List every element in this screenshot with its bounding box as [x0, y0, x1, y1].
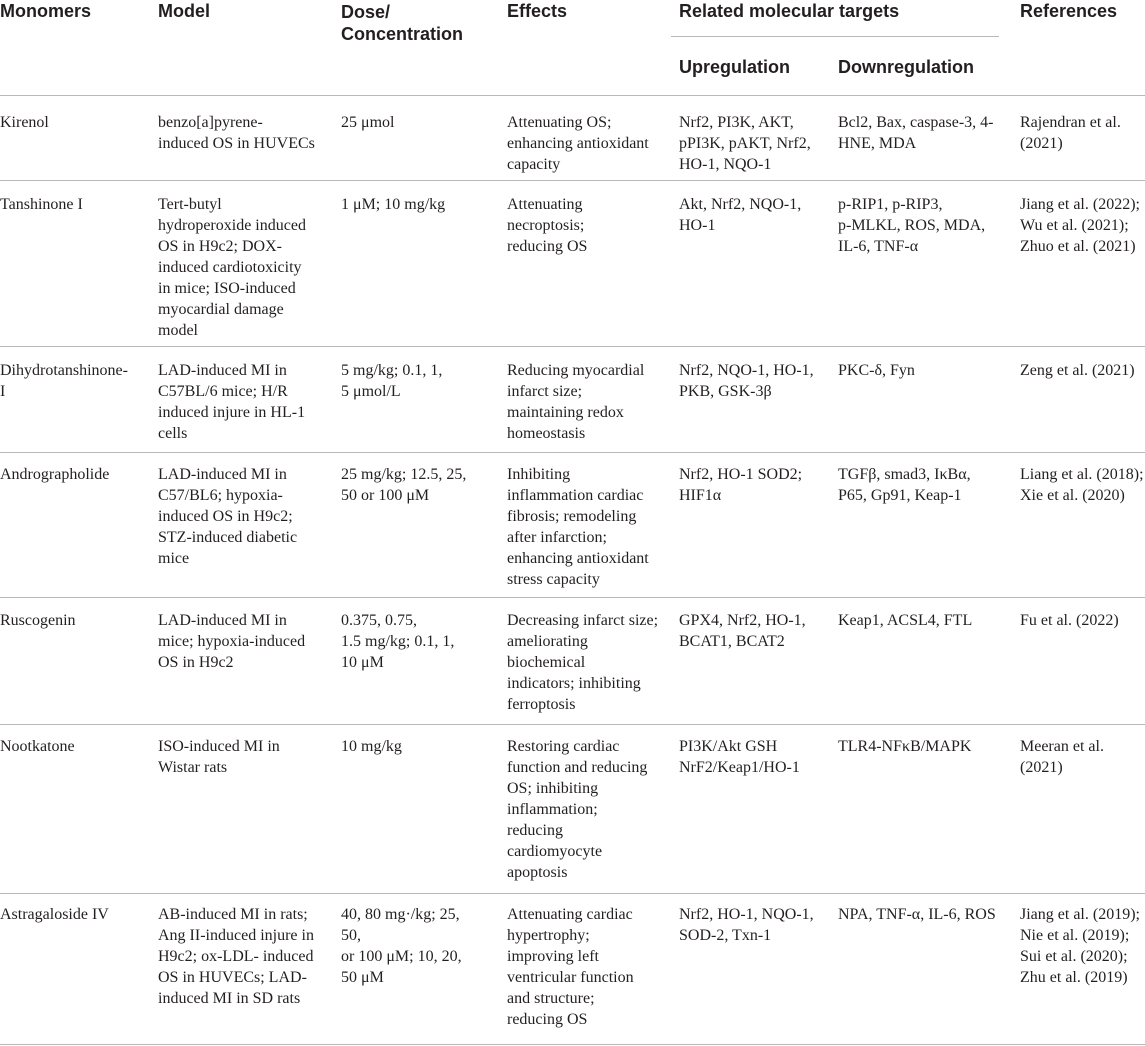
cell-upregulation: Nrf2, HO-1 SOD2; HIF1α [679, 466, 803, 504]
row-divider [0, 724, 1145, 725]
cell-effects: Attenuating cardiac hypertrophy; improving left ventricular function and structure; reducing OS [507, 906, 634, 1028]
cell-downregulation: NPA, TNF-α, IL-6, ROS [838, 906, 996, 923]
header-upregulation: Upregulation [679, 57, 790, 77]
cell-references: Meeran et al. (2021) [1020, 738, 1104, 776]
cell-dose: 40, 80 mg·/kg; 25, 50, or 100 μM; 10, 20, 50 μM [341, 906, 462, 986]
header-downregulation: Downregulation [838, 57, 974, 77]
header-related-targets: Related molecular targets [679, 1, 900, 21]
header-model: Model [158, 1, 210, 21]
cell-references: Jiang et al. (2019); Nie et al. (2019); Sui et al. (2020); Zhu et al. (2019) [1020, 906, 1140, 986]
row-divider [0, 452, 1145, 453]
cell-model: Tert-butyl hydroperoxide induced OS in H9c2; DOX- induced cardiotoxicity in mice; ISO-induced myocardial damage model [158, 196, 306, 339]
cell-references: Liang et al. (2018); Xie et al. (2020) [1020, 466, 1144, 504]
table-bottom-rule [0, 1044, 1145, 1045]
row-divider [0, 597, 1145, 598]
header-references: References [1020, 1, 1118, 21]
cell-dose: 1 μM; 10 mg/kg [341, 196, 446, 213]
cell-downregulation: PKC-δ, Fyn [838, 362, 915, 379]
cell-dose: 10 mg/kg [341, 738, 402, 755]
row-divider [0, 893, 1145, 894]
cell-dose: 25 mg/kg; 12.5, 25, 50 or 100 μM [341, 466, 467, 504]
cell-downregulation: TGFβ, smad3, IκBα, P65, Gp91, Keap-1 [838, 466, 971, 504]
cell-references: Zeng et al. (2021) [1020, 362, 1135, 379]
cell-dose: 0.375, 0.75, 1.5 mg/kg; 0.1, 1, 10 μM [341, 612, 455, 671]
cell-model: LAD-induced MI in mice; hypoxia-induced OS in H9c2 [158, 612, 306, 671]
header-effects: Effects [507, 1, 568, 21]
cell-model: AB-induced MI in rats; Ang II-induced injure in H9c2; ox-LDL- induced OS in HUVECs; LAD- induced MI in SD rats [158, 906, 314, 1007]
cell-monomer: Kirenol [0, 114, 49, 131]
cell-upregulation: Nrf2, HO-1, NQO-1, SOD-2, Txn-1 [679, 906, 814, 944]
cell-downregulation: p-RIP1, p-RIP3, p-MLKL, ROS, MDA, IL-6, TNF-α [838, 196, 986, 255]
header-monomers: Monomers [0, 1, 92, 21]
row-divider [0, 180, 1145, 181]
cell-monomer: Tanshinone I [0, 196, 83, 213]
cell-references: Fu et al. (2022) [1020, 612, 1119, 629]
cell-model: ISO-induced MI in Wistar rats [158, 738, 280, 776]
cell-upregulation: PI3K/Akt GSH NrF2/Keap1/HO-1 [679, 738, 800, 776]
cell-upregulation: Akt, Nrf2, NQO-1, HO-1 [679, 196, 802, 234]
cell-references: Jiang et al. (2022); Wu et al. (2021); Zhuo et al. (2021) [1020, 196, 1140, 255]
cell-effects: Inhibiting inflammation cardiac fibrosis; remodeling after infarction; enhancing antioxidant stress capacity [507, 466, 649, 588]
header-dose: Dose/ Concentration [341, 2, 464, 44]
cell-upregulation: Nrf2, PI3K, AKT, pPI3K, pAKT, Nrf2, HO-1, NQO-1 [679, 114, 811, 173]
cell-monomer: Nootkatone [0, 738, 75, 755]
cell-dose: 5 mg/kg; 0.1, 1, 5 μmol/L [341, 362, 443, 400]
header-subgroup-rule [671, 36, 999, 37]
cell-monomer: Ruscogenin [0, 612, 76, 629]
cell-upregulation: Nrf2, NQO-1, HO-1, PKB, GSK-3β [679, 362, 814, 400]
cell-model: LAD-induced MI in C57BL/6 mice; H/R induced injure in HL-1 cells [158, 362, 306, 442]
header-rule [0, 95, 1145, 96]
row-divider [0, 346, 1145, 347]
cell-downregulation: TLR4-NFκB/MAPK [838, 738, 972, 755]
cell-model: LAD-induced MI in C57/BL6; hypoxia- induced OS in H9c2; STZ-induced diabetic mice [158, 466, 298, 567]
cell-downregulation: Keap1, ACSL4, FTL [838, 612, 973, 629]
cell-dose: 25 μmol [341, 114, 395, 131]
cell-monomer: Astragaloside IV [0, 906, 109, 923]
cell-monomer: Dihydrotanshinone- I [0, 362, 128, 400]
cell-effects: Restoring cardiac function and reducing OS; inhibiting inflammation; reducing cardiomyocyte apoptosis [507, 738, 648, 881]
cell-model: benzo[a]pyrene- induced OS in HUVECs [158, 114, 315, 152]
cell-effects: Attenuating OS; enhancing antioxidant capacity [507, 114, 649, 173]
cell-effects: Attenuating necroptosis; reducing OS [507, 196, 588, 255]
cell-monomer: Andrographolide [0, 466, 110, 483]
cell-upregulation: GPX4, Nrf2, HO-1, BCAT1, BCAT2 [679, 612, 806, 650]
cell-downregulation: Bcl2, Bax, caspase-3, 4- HNE, MDA [838, 114, 994, 152]
cell-effects: Reducing myocardial infarct size; maintaining redox homeostasis [507, 362, 645, 442]
cell-references: Rajendran et al. (2021) [1020, 114, 1121, 152]
cell-effects: Decreasing infarct size; ameliorating biochemical indicators; inhibiting ferroptosis [507, 612, 659, 713]
